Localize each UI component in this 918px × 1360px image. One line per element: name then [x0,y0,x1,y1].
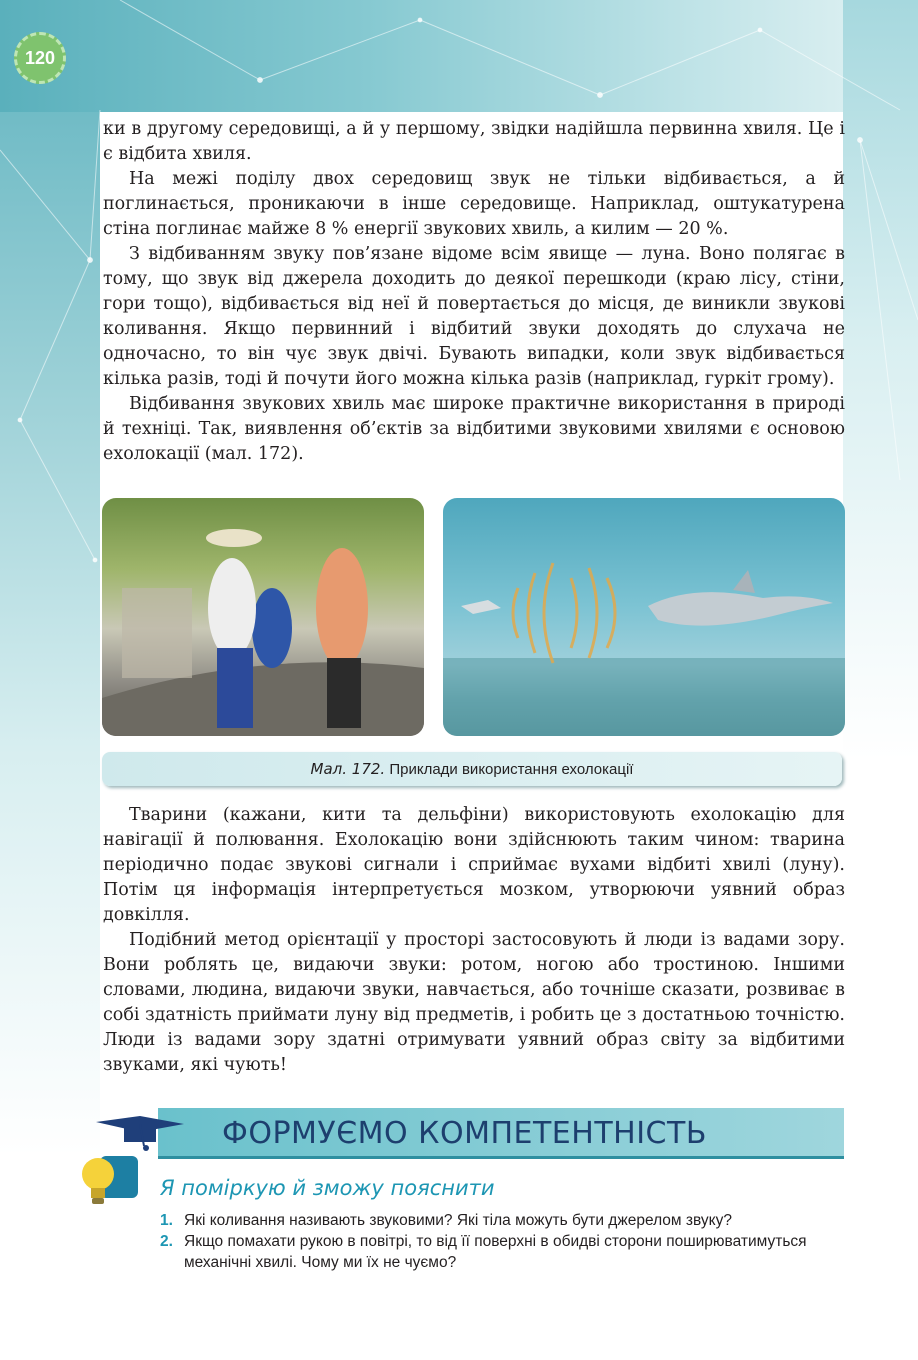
photo-blind-people-walking [102,498,424,736]
list-item [160,1210,845,1231]
paragraph: На межі поділу двох середовищ звук не тільки відбивається, а й поглинається, проникаючи в інше середовище. Наприклад, оштукатурена стіна поглинає майже 8 % енергії звукових хвиль, а килим — 20 %. [103,169,845,239]
question-number: 1. [160,1212,173,1229]
page-number-badge: 120 [14,32,66,84]
section-title: ФОРМУЄМО КОМПЕТЕНТНІСТЬ [222,1116,707,1151]
figure-caption [102,752,842,786]
body-text-bottom [103,803,845,1078]
paragraph: Подібний метод орієнтації у просторі застосовують й люди із вадами зору. Вони роблять це, видаючи звуки: ротом, ногою або тростиною. Іншими словами, людина, видаючи звуки, навчається, або точніше сказати, розвиває в собі здатність приймати луну від предметів, і робить це з достатньою точністю. Люди із вадами зору здатні отримувати уявний образ світу за відбитими звуками, які чують! [103,930,845,1075]
question-number: 2. [160,1233,173,1250]
photo-dolphin-echolocation [443,498,845,736]
caption-label: Мал. 172. [310,760,386,778]
paragraph: Відбивання звукових хвиль має широке практичне використання в природі й техніці. Так, виявлення об’єктів за відбитими звуковими хвилями є основою ехолокації (мал. 172). [103,394,845,464]
question-text: Якщо помахати рукою в повітрі, то від її поверхні в обидві сторони поширюватимуться механічні хвилі. Чому ми їх не чуємо? [184,1233,807,1271]
body-text-top [103,117,845,467]
question-list [160,1210,845,1273]
paragraph: ки в другому середовищі, а й у першому, звідки надійшла первинна хвиля. Це і є відбита хвиля. [103,119,845,164]
paragraph: Тварини (кажани, кити та дельфіни) використовують ехолокацію для навігації й полювання. Ехолокацію вони здійснюють таким чином: тварина періодично подає звукові сигнали і сприймає вухами відбиті хвилі (луну). Потім ця інформація інтерпретується мозком, утворюючи уявний образ довкілля. [103,805,845,925]
subsection-title: Я поміркую й зможу пояснити [160,1176,495,1200]
paragraph: З відбиванням звуку пов’язане відоме всім явище — луна. Воно полягає в тому, що звук від джерела доходить до деякої перешкоди (краю лісу, стіни, гори тощо), відбивається від неї й повертається до місця, де виникли звукові коливання. Якщо первинний і відбитий звуки доходять до слухача не одночасно, то він чує звук двічі. Бувають випадки, коли звук відбивається кілька разів, тоді й почути його можна кілька разів (наприклад, гуркіт грому). [103,244,845,389]
question-text: Які коливання називають звуковими? Які тіла можуть бути джерелом звуку? [184,1212,732,1229]
caption-text: Приклади використання ехолокації [385,761,634,778]
list-item [160,1231,845,1273]
lightbulb-icon [74,1148,140,1210]
